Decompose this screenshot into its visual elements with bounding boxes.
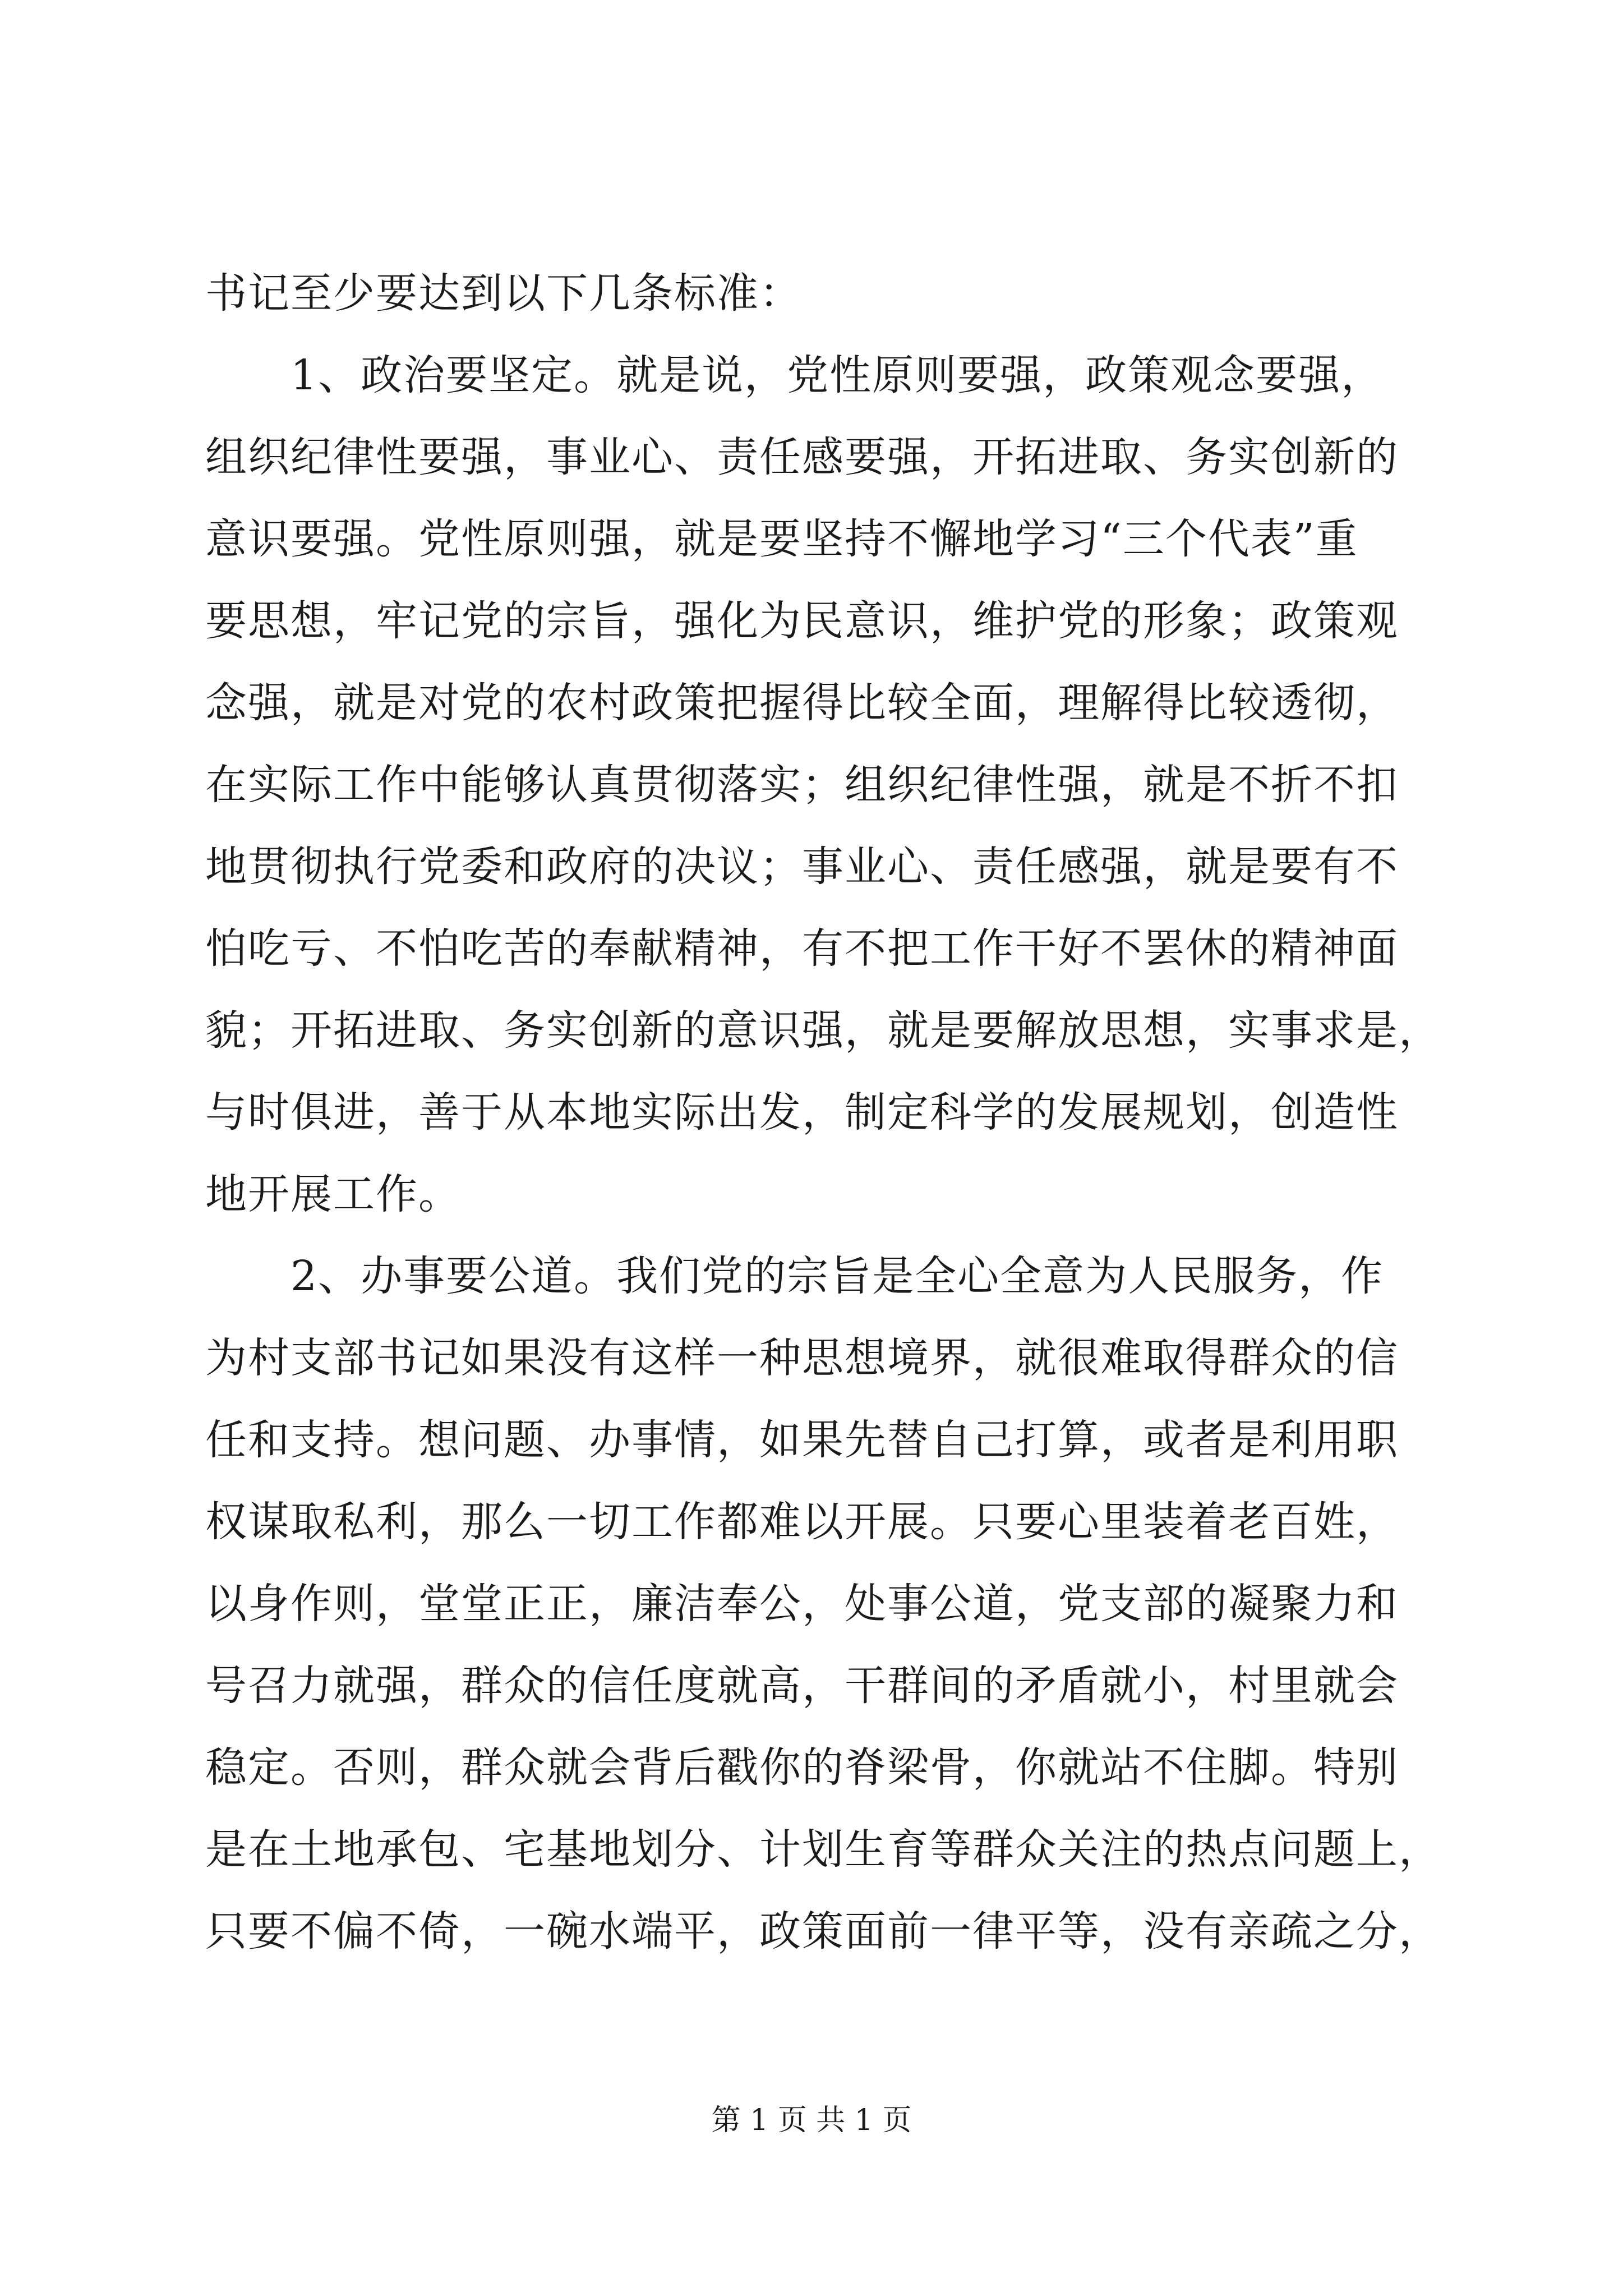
document-body bbox=[205, 252, 1439, 1972]
text-line: 与时俱进，善于从本地实际出发，制定科学的发展规划，创造性 bbox=[205, 1088, 1399, 1137]
text-line: 意识要强。党性原则强，就是要坚持不懈地学习“三个代表”重 bbox=[205, 515, 1358, 563]
text-line: 要思想，牢记党的宗旨，强化为民意识，维护党的形象；政策观 bbox=[205, 597, 1399, 645]
text-line: 为村支部书记如果没有这样一种思想境界，就很难取得群众的信 bbox=[205, 1334, 1399, 1382]
text-line: 在实际工作中能够认真贯彻落实；组织纪律性强，就是不折不扣 bbox=[205, 761, 1399, 809]
text-line: 1、政治要坚定。就是说，党性原则要强，政策观念要强， bbox=[205, 351, 1384, 399]
text-line: 怕吃亏、不怕吃苦的奉献精神，有不把工作干好不罢休的精神面 bbox=[205, 924, 1399, 973]
text-line: 稳定。否则，群众就会背后戳你的脊梁骨，你就站不住脚。特别 bbox=[205, 1743, 1399, 1792]
page-footer: 第 1 页 共 1 页 bbox=[711, 2104, 912, 2137]
text-line: 地贯彻执行党委和政府的决议；事业心、责任感强，就是要有不 bbox=[205, 843, 1399, 891]
text-line: 念强，就是对党的农村政策把握得比较全面，理解得比较透彻， bbox=[205, 679, 1399, 727]
text-line: 以身作则，堂堂正正，廉洁奉公，处事公道，党支部的凝聚力和 bbox=[205, 1580, 1399, 1628]
text-line: 号召力就强，群众的信任度就高，干群间的矛盾就小，村里就会 bbox=[205, 1662, 1399, 1710]
text-line: 只要不偏不倚，一碗水端平，政策面前一律平等，没有亲疏之分， bbox=[205, 1907, 1441, 1955]
text-line: 貌；开拓进取、务实创新的意识强，就是要解放思想，实事求是， bbox=[205, 1006, 1441, 1055]
text-line: 任和支持。想问题、办事情，如果先替自己打算，或者是利用职 bbox=[205, 1416, 1399, 1464]
text-line: 地开展工作。 bbox=[205, 1170, 461, 1218]
text-line: 书记至少要达到以下几条标准： bbox=[205, 269, 802, 318]
text-line: 组织纪律性要强，事业心、责任感要强，开拓进取、务实创新的 bbox=[205, 433, 1399, 481]
text-line: 2、办事要公道。我们党的宗旨是全心全意为人民服务，作 bbox=[205, 1252, 1384, 1300]
text-line: 是在土地承包、宅基地划分、计划生育等群众关注的热点问题上， bbox=[205, 1825, 1441, 1874]
text-line: 权谋取私利，那么一切工作都难以开展。只要心里装着老百姓， bbox=[205, 1498, 1399, 1546]
